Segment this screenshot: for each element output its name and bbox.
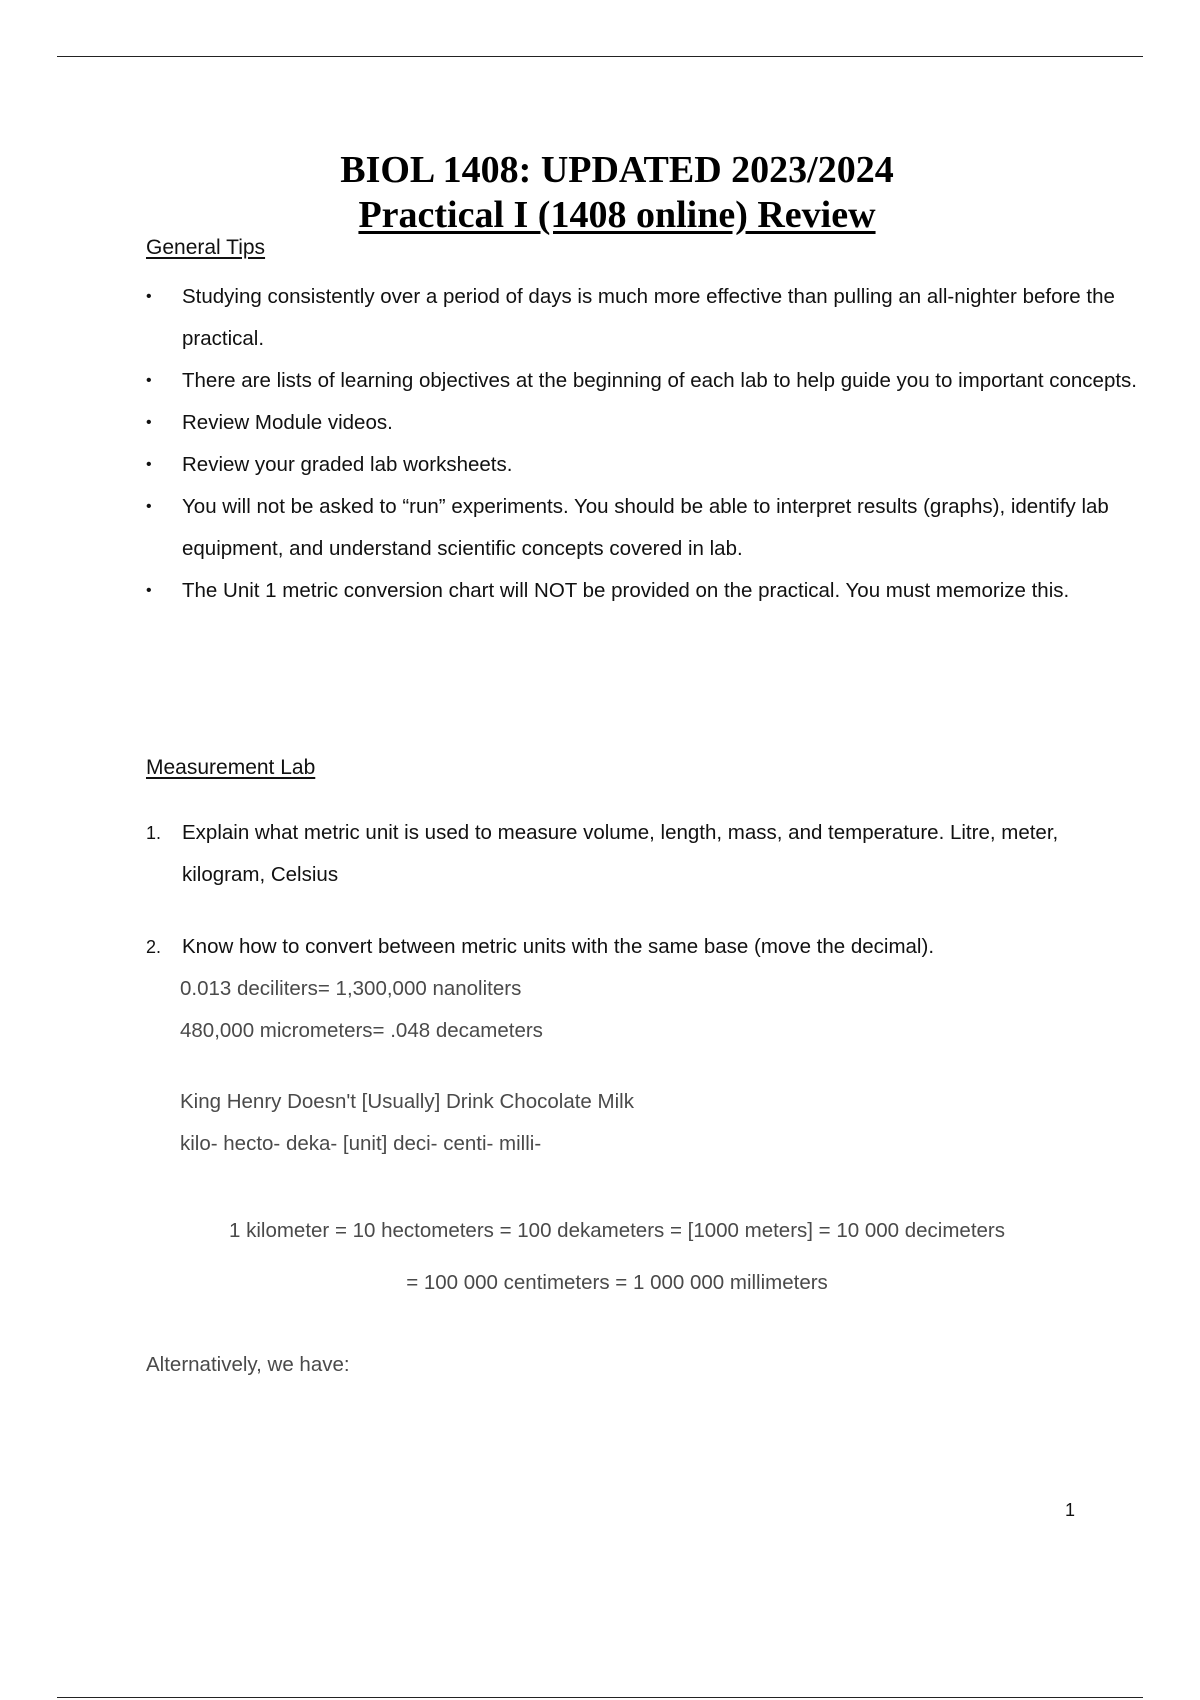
general-tips-list: [146, 276, 1146, 612]
question-1: [146, 812, 1146, 896]
conversion-equation-line-1: 1 kilometer = 10 hectometers = 100 dekameters = [1000 meters] = 10 000 decimeters: [228, 1219, 1005, 1242]
list-item-text: There are lists of learning objectives at the beginning of each lab to help guide you to important concepts.: [182, 369, 1137, 392]
page-number: 1: [1065, 1500, 1076, 1520]
list-item-text: Review Module videos.: [182, 411, 393, 434]
bullet-icon: •: [146, 288, 152, 305]
list-item: [146, 402, 1146, 444]
question-text: Explain what metric unit is used to measure volume, length, mass, and temperature. Litre, meter, kilogram, Celsius: [182, 821, 1059, 886]
general-tips-heading: General Tips: [146, 236, 266, 259]
list-item-text: Studying consistently over a period of days is much more effective than pulling an all-nighter before the practical.: [182, 285, 1115, 350]
bullet-icon: •: [146, 372, 152, 389]
conversion-equation-line-2: = 100 000 centimeters = 1 000 000 millimeters: [406, 1271, 828, 1294]
bullet-icon: •: [146, 456, 152, 473]
document-title: BIOL 1408: UPDATED 2023/2024: [340, 149, 894, 191]
document-subtitle: Practical I (1408 online) Review: [358, 194, 876, 236]
question-number: 2.: [146, 937, 162, 957]
list-item-text: Review your graded lab worksheets.: [182, 453, 513, 476]
list-item-text: The Unit 1 metric conversion chart will NOT be provided on the practical. You must memorize this.: [182, 579, 1070, 602]
bottom-rule: [57, 1697, 1143, 1698]
prefix-list: kilo- hecto- deka- [unit] deci- centi- milli-: [180, 1132, 542, 1155]
question-text: Know how to convert between metric units with the same base (move the decimal).: [182, 935, 935, 958]
mnemonic-text: King Henry Doesn't [Usually] Drink Chocolate Milk: [180, 1090, 634, 1113]
list-item: [146, 486, 1146, 570]
bullet-icon: •: [146, 582, 152, 599]
conversion-example-1: 0.013 deciliters= 1,300,000 nanoliters: [180, 977, 522, 1000]
conversion-example-2: 480,000 micrometers= .048 decameters: [180, 1019, 543, 1042]
list-item-text: You will not be asked to “run” experiments. You should be able to interpret results (graphs), identify lab equipment, and understand scientific concepts covered in lab.: [182, 495, 1109, 560]
bullet-icon: •: [146, 498, 152, 515]
list-item: [146, 360, 1146, 402]
top-rule: [57, 56, 1143, 57]
list-item: [146, 570, 1146, 612]
question-number: 1.: [146, 823, 162, 843]
alternatively-text: Alternatively, we have:: [146, 1353, 350, 1376]
question-2: [146, 926, 1146, 968]
list-item: [146, 444, 1146, 486]
measurement-lab-heading: Measurement Lab: [146, 756, 316, 779]
list-item: [146, 276, 1146, 360]
bullet-icon: •: [146, 414, 152, 431]
